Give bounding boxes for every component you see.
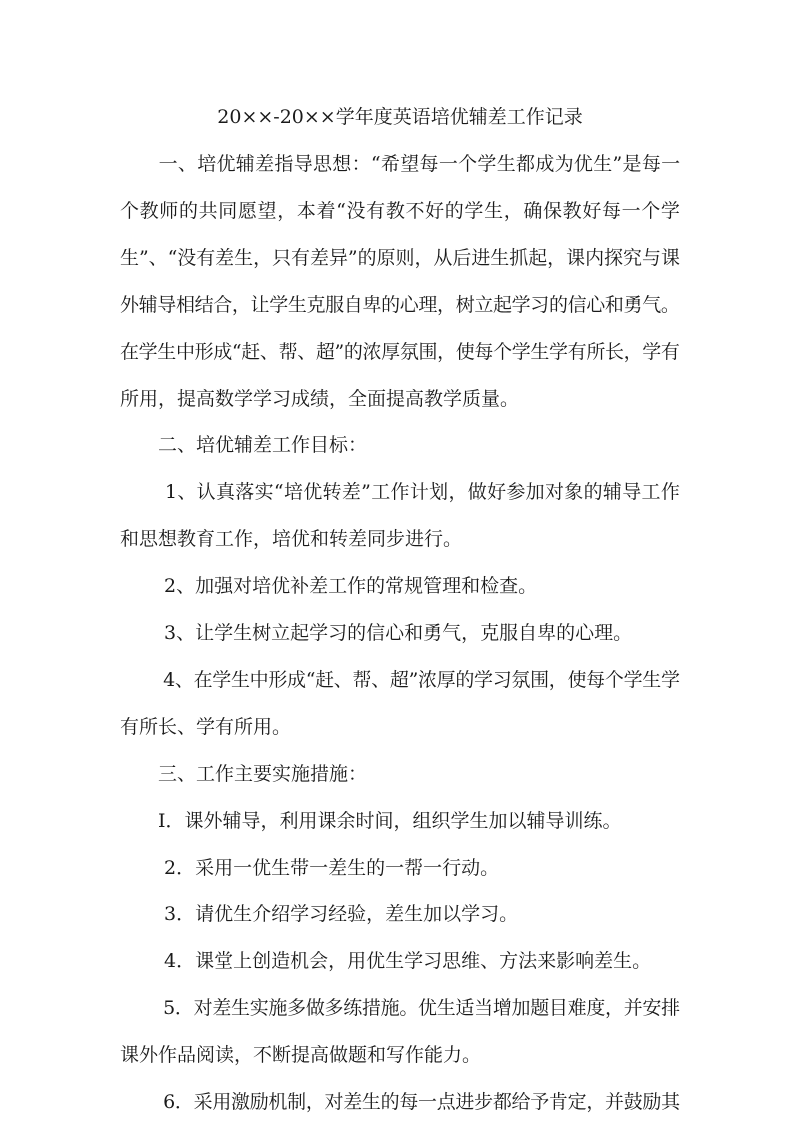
document-line: 所用，提高数学学习成绩，全面提高教学质量。 bbox=[120, 388, 520, 410]
document-line: 4．课堂上创造机会，用优生学习思维、方法来影响差生。 bbox=[120, 950, 652, 972]
document-line: 3、让学生树立起学习的信心和勇气，克服自卑的心理。 bbox=[120, 622, 633, 644]
document-line: 个教师的共同愿望，本着“没有教不好的学生，确保教好每一个学 bbox=[120, 200, 681, 222]
document-line: 4、在学生中形成“赶、帮、超”浓厚的学习氛围，使每个学生学 bbox=[120, 669, 680, 691]
document-line: 在学生中形成“赶、帮、超”的浓厚氛围，使每个学生学有所长，学有 bbox=[120, 341, 680, 363]
document-line: 三、工作主要实施措施： bbox=[120, 763, 368, 785]
document-line: 3．请优生介绍学习经验，差生加以学习。 bbox=[120, 903, 519, 925]
document-line: 5．对差生实施多做多练措施。优生适当增加题目难度，并安排 bbox=[120, 997, 680, 1019]
document-line: 课外作品阅读，不断提高做题和写作能力。 bbox=[120, 1044, 482, 1066]
document-line: 二、培优辅差工作目标： bbox=[120, 434, 368, 456]
document-line: 一、培优辅差指导思想：“希望每一个学生都成为优生”是每一 bbox=[120, 153, 681, 175]
document-line: 外辅导相结合，让学生克服自卑的心理，树立起学习的信心和勇气。 bbox=[120, 294, 680, 316]
document-line: 2、加强对培优补差工作的常规管理和检查。 bbox=[120, 575, 538, 597]
document-line: 1、认真落实“培优转差”工作计划，做好参加对象的辅导工作 bbox=[120, 481, 681, 503]
document-line: 2．采用一优生带一差生的一帮一行动。 bbox=[120, 857, 500, 879]
document-line: 有所长、学有所用。 bbox=[120, 716, 292, 738]
document-line: 6．采用激励机制，对差生的每一点进步都给予肯定，并鼓励其 bbox=[120, 1091, 680, 1113]
document-line: I．课外辅导，利用课余时间，组织学生加以辅导训练。 bbox=[120, 810, 622, 832]
document-title: 20××-20××学年度英语培优辅差工作记录 bbox=[217, 106, 583, 128]
document-line: 和思想教育工作，培优和转差同步进行。 bbox=[120, 528, 463, 550]
document-line: 生”、“没有差生，只有差异”的原则，从后进生抓起，课内探究与课 bbox=[120, 247, 680, 269]
